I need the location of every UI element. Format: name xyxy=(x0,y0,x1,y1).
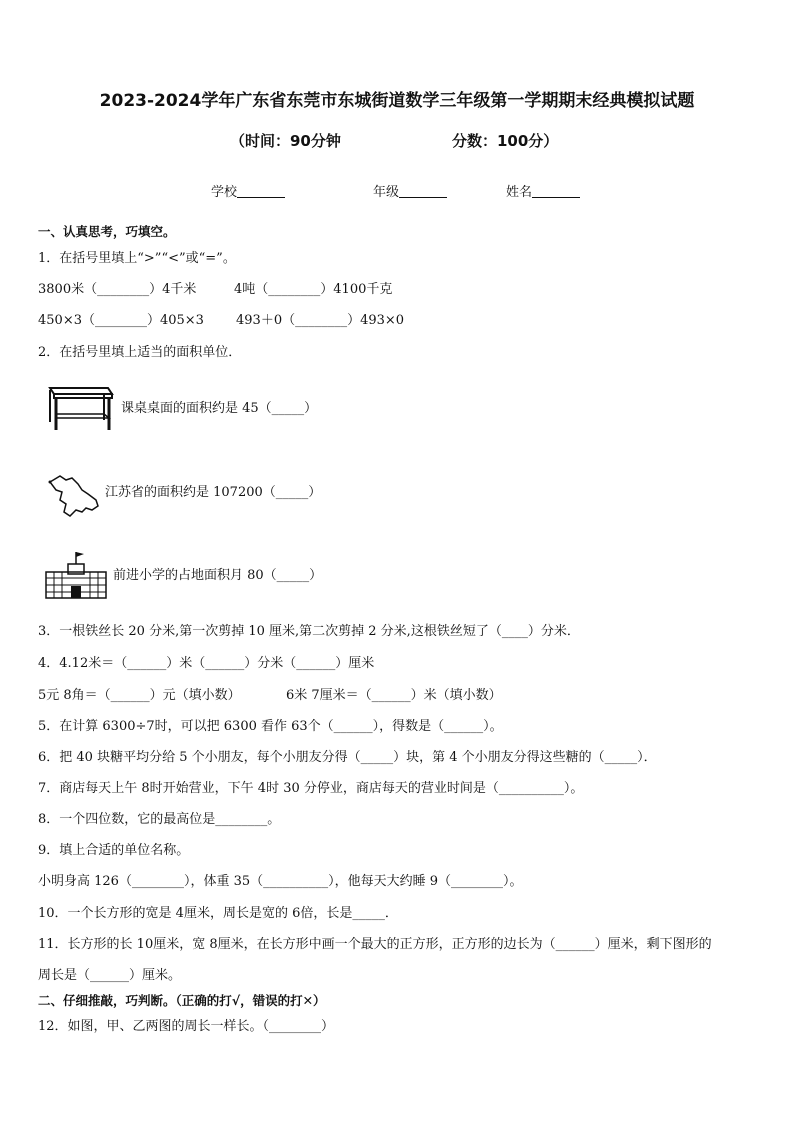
grade-field[interactable] xyxy=(373,181,447,200)
school-field[interactable] xyxy=(211,181,285,200)
question-3: 3．一根铁丝长 20 分米,第一次剪掉 10 厘米,第二次剪掉 2 分米,这根铁丝短了（____）分米． xyxy=(38,624,580,639)
q2-part-c: 前进小学的占地面积月 80（_____） xyxy=(113,568,323,583)
question-8: 8．一个四位数，它的最高位是________。 xyxy=(38,812,281,827)
question-4: 4．4.12米＝（______）米（______）分米（______）厘米 xyxy=(38,656,375,671)
q11-part-b: 周长是（______）厘米。 xyxy=(38,968,182,983)
q1-part-b: 4吨（________）4100千克 xyxy=(234,282,393,297)
q2-part-b: 江苏省的面积约是 107200（_____） xyxy=(105,485,322,500)
q4-part-c: 6米 7厘米＝（______）米（填小数） xyxy=(286,688,502,703)
exam-score: 分数：100分） xyxy=(452,132,559,150)
question-5: 5．在计算 6300÷7时，可以把 6300 看作 63个（______），得数是（______）。 xyxy=(38,719,503,734)
question-9: 9．填上合适的单位名称。 xyxy=(38,843,190,858)
section1-heading: 一、认真思考，巧填空。 xyxy=(38,224,176,239)
question-6: 6．把 40 块糖平均分给 5 个小朋友，每个小朋友分得（_____）块，第 4 个小朋友分得这些糖的（_____）． xyxy=(38,750,657,765)
q4-part-b: 5元 8角＝（______）元（填小数） xyxy=(38,688,241,703)
page-title: 2023-2024学年广东省东莞市东城街道数学三年级第一学期期末经典模拟试题 xyxy=(99,91,695,111)
question-12: 12．如图，甲、乙两图的周长一样长。（________） xyxy=(38,1019,335,1034)
exam-time: （时间：90分钟 xyxy=(230,132,341,150)
section2-heading: 二、仔细推敲，巧判断。（正确的打√，错误的打✕） xyxy=(38,993,326,1008)
school-label: 学校 xyxy=(211,185,238,200)
name-label: 姓名 xyxy=(506,185,533,200)
q2-part-a: 课桌桌面的面积约是 45（_____） xyxy=(121,401,318,416)
school-building-icon xyxy=(44,550,108,600)
question-7: 7．商店每天上午 8时开始营业，下午 4时 30 分停业，商店每天的营业时间是（__________）。 xyxy=(38,781,584,796)
desk-icon xyxy=(46,384,114,432)
question-11: 11．长方形的长 10厘米，宽 8厘米，在长方形中画一个最大的正方形，正方形的边长为（______）厘米，剩下图形的 xyxy=(38,937,712,952)
question-2: 2．在括号里填上适当的面积单位． xyxy=(38,345,242,360)
question-1: 1．在括号里填上“>”“<”或“=”。 xyxy=(38,251,236,266)
q9-part-a: 小明身高 126（________），体重 35（__________），他每天大约睡 9（________）。 xyxy=(38,874,523,889)
question-10: 10．一个长方形的宽是 4厘米，周长是宽的 6倍，长是_____． xyxy=(38,906,398,921)
q1-part-d: 493＋0（________）493×0 xyxy=(236,313,405,328)
q1-part-a: 3800米（________）4千米 xyxy=(38,282,197,297)
jiangsu-map-icon xyxy=(46,472,102,520)
name-field[interactable] xyxy=(506,181,580,200)
grade-label: 年级 xyxy=(373,185,400,200)
q1-part-c: 450×3（________）405×3 xyxy=(38,313,204,328)
